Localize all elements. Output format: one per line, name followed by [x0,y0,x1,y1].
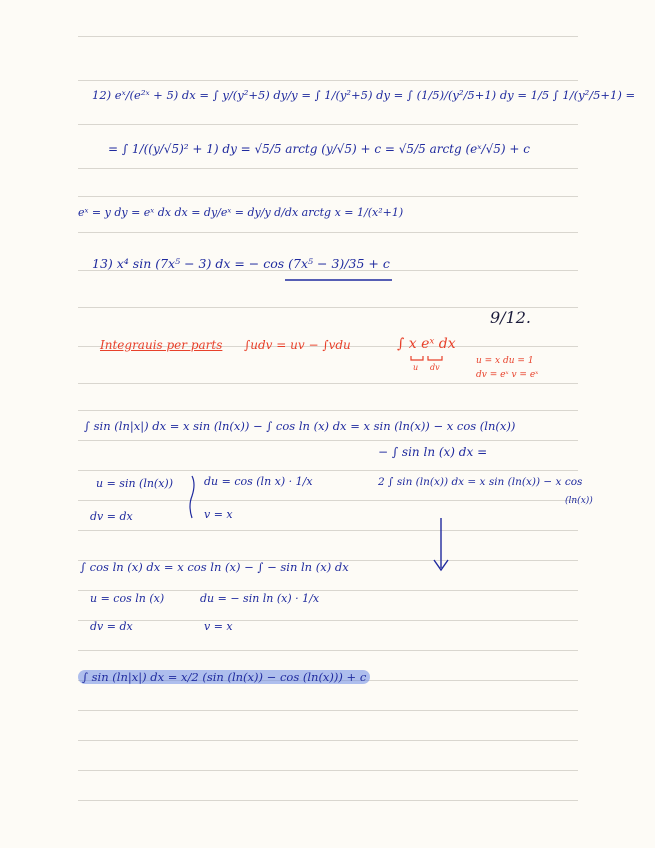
problem-12-substitution: eˣ = y dy = eˣ dx dx = dy/eˣ = dy/y d/dx arctg x = 1/(x²+1) [78,206,404,219]
sin-ln-result-tail: (ln(x)) [565,496,593,506]
example-u-label: u [413,363,419,372]
cos-ln-v: v = x [204,620,233,633]
sin-ln-continuation: − ∫ sin ln (x) dx = [378,445,488,459]
example-sub-dv: dv = eˣ v = eˣ [476,370,539,380]
parts-formula: ∫udv = uv − ∫vdu [244,338,351,352]
cos-ln-dv: dv = dx [90,620,133,633]
cos-ln-du: du = − sin ln (x) · 1/x [200,592,320,605]
sin-ln-dv: dv = dx [90,510,133,523]
cos-ln-main: ∫ cos ln (x) dx = x cos ln (x) − ∫ − sin ln (x) dx [80,560,349,574]
parts-example: ∫ x eˣ dx [397,336,456,352]
problem-12-line-2: = ∫ 1/((y/√5)² + 1) dy = √5/5 arctg (y/√5) + c = √5/5 arctg (eˣ/√5) + c [108,142,530,156]
sin-ln-main: ∫ sin (ln|x|) dx = x sin (ln(x)) − ∫ cos ln (x) dx = x sin (ln(x)) − x cos (ln(x)) [84,419,516,433]
final-answer: ∫ sin (ln|x|) dx = x/2 (sin (ln(x)) − cos (ln(x))) + c [78,670,370,684]
example-dv-label: dv [430,363,440,372]
sin-ln-du: du = cos (ln x) · 1/x [204,475,313,488]
problem-12-line-1: 12) eˣ/(e²ˣ + 5) dx = ∫ y/(y²+5) dy/y = ∫ 1/(y²+5) dy = ∫ (1/5)/(y²/5+1) dy = 1/5 ∫ 1/(y²/5+1) = [92,88,636,102]
sin-ln-v: v = x [204,508,233,521]
problem-13: 13) x⁴ sin (7x⁵ − 3) dx = − cos (7x⁵ − 3)/35 + c [92,256,390,271]
sin-ln-result: 2 ∫ sin (ln(x)) dx = x sin (ln(x)) − x cos [378,476,583,488]
section-title: Integrauis per parts [100,338,223,352]
cos-ln-u: u = cos ln (x) [90,592,165,605]
example-sub-u: u = x du = 1 [476,356,534,366]
date-label: 9/12. [490,308,532,327]
sin-ln-u: u = sin (ln(x)) [96,477,174,490]
